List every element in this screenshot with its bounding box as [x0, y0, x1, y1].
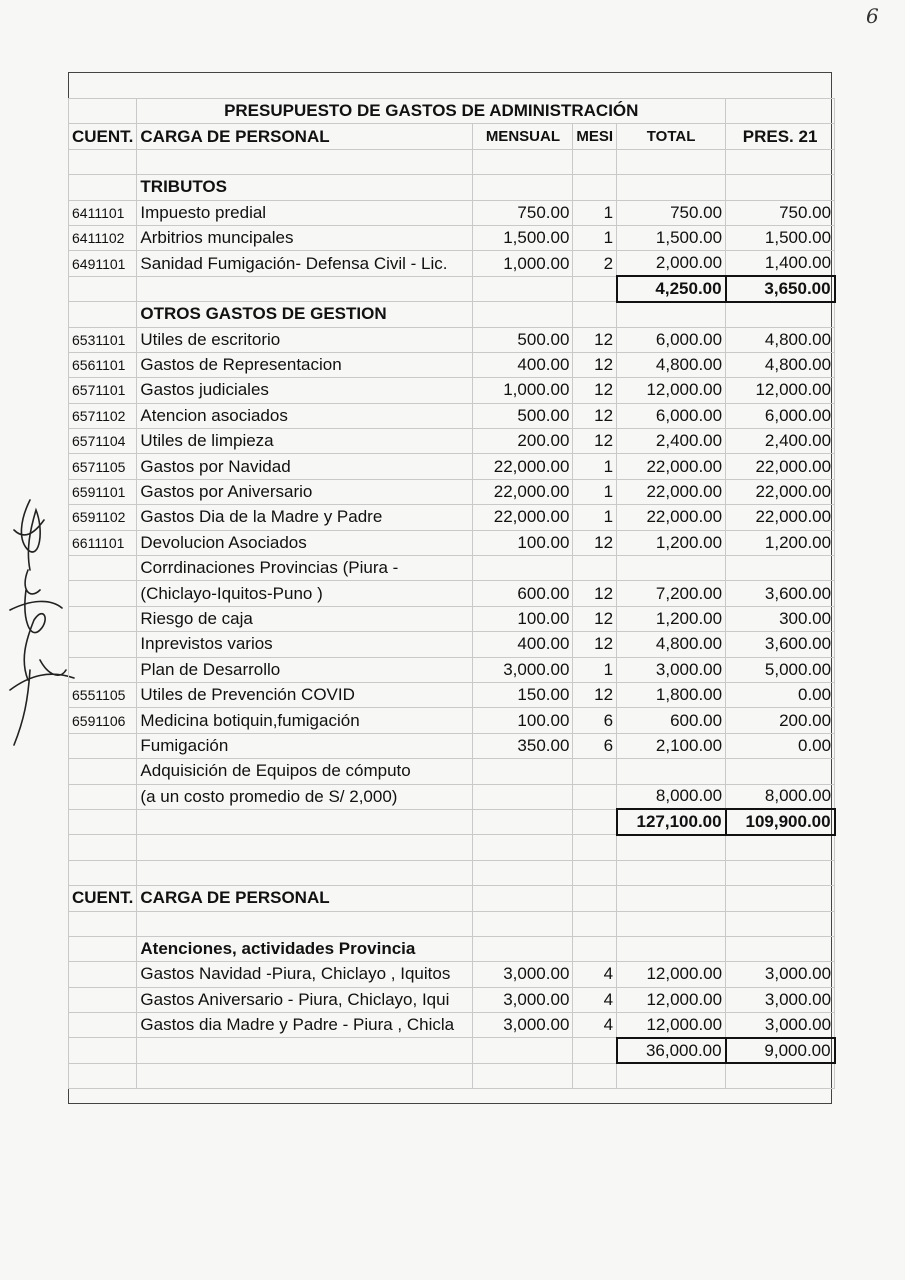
cell: [137, 1063, 473, 1088]
cell: [573, 276, 617, 301]
cell: [617, 1063, 726, 1088]
total-amount: 750.00: [617, 200, 726, 225]
cell: [473, 936, 573, 961]
item-description: Fumigación: [137, 733, 473, 758]
table-row: [69, 556, 835, 581]
cell: [726, 1063, 835, 1088]
account-code: [69, 657, 137, 682]
monthly-amount: 150.00: [473, 682, 573, 707]
spacer-row: [69, 1063, 835, 1088]
header-row: [69, 886, 835, 911]
monthly-amount: 22,000.00: [473, 505, 573, 530]
budget-2021-amount: 1,400.00: [726, 251, 835, 276]
total-amount: 8,000.00: [617, 784, 726, 809]
months-count: 12: [573, 581, 617, 606]
table-title: PRESUPUESTO DE GASTOS DE ADMINISTRACIÓN: [137, 99, 726, 124]
total-amount: 22,000.00: [617, 454, 726, 479]
cell: [573, 886, 617, 911]
monthly-amount: 600.00: [473, 581, 573, 606]
monthly-amount: 100.00: [473, 708, 573, 733]
account-code: 6411102: [69, 225, 137, 250]
months-count: [573, 759, 617, 784]
table-row: [69, 352, 835, 377]
subtotal-total: 36,000.00: [617, 1038, 726, 1063]
cell: [69, 302, 137, 327]
budget-2021-amount: 750.00: [726, 200, 835, 225]
cell: [617, 860, 726, 885]
total-amount: 3,000.00: [617, 657, 726, 682]
account-code: 6411101: [69, 200, 137, 225]
cell: [137, 911, 473, 936]
cell: [726, 911, 835, 936]
table-row: [69, 225, 835, 250]
total-amount: 12,000.00: [617, 1013, 726, 1038]
budget-2021-amount: 300.00: [726, 606, 835, 631]
months-count: 12: [573, 403, 617, 428]
account-code: [69, 581, 137, 606]
total-amount: 12,000.00: [617, 962, 726, 987]
item-description: Riesgo de caja: [137, 606, 473, 631]
budget-2021-amount: 4,800.00: [726, 352, 835, 377]
months-count: 12: [573, 327, 617, 352]
total-amount: 1,500.00: [617, 225, 726, 250]
subtotal-pres: 3,650.00: [726, 276, 835, 301]
total-amount: 6,000.00: [617, 327, 726, 352]
cell: [473, 1063, 573, 1088]
cell: [473, 302, 573, 327]
cell: [137, 809, 473, 834]
item-description: Gastos judiciales: [137, 378, 473, 403]
total-amount: 1,200.00: [617, 530, 726, 555]
cell: [69, 860, 137, 885]
total-amount: 12,000.00: [617, 378, 726, 403]
budget-2021-amount: 0.00: [726, 682, 835, 707]
item-description: (Chiclayo-Iquitos-Puno ): [137, 581, 473, 606]
section-heading-row: [69, 936, 835, 961]
total-amount: 7,200.00: [617, 581, 726, 606]
table-row: [69, 505, 835, 530]
monthly-amount: 3,000.00: [473, 962, 573, 987]
account-code: [69, 733, 137, 758]
spacer-row: [69, 911, 835, 936]
table-row: [69, 479, 835, 504]
account-code: [69, 962, 137, 987]
monthly-amount: [473, 784, 573, 809]
total-amount: 1,200.00: [617, 606, 726, 631]
item-description: Plan de Desarrollo: [137, 657, 473, 682]
total-amount: 4,800.00: [617, 632, 726, 657]
subtotal-total: 127,100.00: [617, 809, 726, 834]
account-code: 6551105: [69, 682, 137, 707]
subtotal-pres: 109,900.00: [726, 809, 835, 834]
budget-2021-amount: 6,000.00: [726, 403, 835, 428]
months-count: [573, 556, 617, 581]
cell: [726, 835, 835, 860]
months-count: 12: [573, 632, 617, 657]
cell: [573, 1038, 617, 1063]
item-description: Medicina botiquin,fumigación: [137, 708, 473, 733]
item-description: Gastos por Navidad: [137, 454, 473, 479]
monthly-amount: 100.00: [473, 606, 573, 631]
months-count: 12: [573, 530, 617, 555]
account-code: 6561101: [69, 352, 137, 377]
table-row: [69, 251, 835, 276]
monthly-amount: 400.00: [473, 632, 573, 657]
budget-2021-amount: 12,000.00: [726, 378, 835, 403]
table-row: [69, 1013, 835, 1038]
total-amount: [617, 759, 726, 784]
months-count: 1: [573, 225, 617, 250]
cell: [617, 936, 726, 961]
cell: [573, 1063, 617, 1088]
title-row: [69, 99, 835, 124]
account-code: 6591101: [69, 479, 137, 504]
monthly-amount: [473, 759, 573, 784]
account-code: [69, 759, 137, 784]
budget-2021-amount: [726, 556, 835, 581]
months-count: [573, 784, 617, 809]
budget-2021-amount: 3,600.00: [726, 581, 835, 606]
months-count: 12: [573, 606, 617, 631]
item-description: Gastos Navidad -Piura, Chiclayo , Iquitos: [137, 962, 473, 987]
account-code: [69, 632, 137, 657]
cell: [617, 835, 726, 860]
cell: [473, 835, 573, 860]
item-description: Gastos de Representacion: [137, 352, 473, 377]
item-description: Impuesto predial: [137, 200, 473, 225]
table-row: [69, 200, 835, 225]
budget-2021-amount: 1,500.00: [726, 225, 835, 250]
item-description: Gastos Dia de la Madre y Padre: [137, 505, 473, 530]
account-code: 6571105: [69, 454, 137, 479]
cell: [573, 936, 617, 961]
section-heading-row: [69, 175, 835, 200]
total-amount: [617, 556, 726, 581]
budget-2021-amount: 1,200.00: [726, 530, 835, 555]
cell: [473, 276, 573, 301]
budget-2021-amount: 200.00: [726, 708, 835, 733]
monthly-amount: [473, 556, 573, 581]
cell: [617, 886, 726, 911]
section-heading-provincia: Atenciones, actividades Provincia: [137, 936, 473, 961]
table-row: [69, 378, 835, 403]
table-row: [69, 733, 835, 758]
budget-2021-amount: 4,800.00: [726, 327, 835, 352]
table-row: [69, 784, 835, 809]
cell: [617, 302, 726, 327]
account-code: 6571104: [69, 429, 137, 454]
cell: [137, 1038, 473, 1063]
account-code: [69, 556, 137, 581]
header-carga-2: CARGA DE PERSONAL: [137, 886, 473, 911]
months-count: 1: [573, 454, 617, 479]
budget-2021-amount: 8,000.00: [726, 784, 835, 809]
months-count: 1: [573, 657, 617, 682]
cell: [69, 936, 137, 961]
budget-2021-amount: 22,000.00: [726, 505, 835, 530]
table-row: [69, 682, 835, 707]
cell: [473, 1038, 573, 1063]
budget-2021-amount: 3,000.00: [726, 987, 835, 1012]
budget-2021-amount: 3,000.00: [726, 962, 835, 987]
cell: [573, 835, 617, 860]
account-code: [69, 987, 137, 1012]
monthly-amount: 22,000.00: [473, 454, 573, 479]
cell: [617, 911, 726, 936]
cell: [69, 1038, 137, 1063]
cell: [573, 911, 617, 936]
months-count: 12: [573, 378, 617, 403]
cell: [69, 835, 137, 860]
header-total: TOTAL: [617, 124, 726, 149]
cell: [69, 911, 137, 936]
header-cuenta: CUENT.: [69, 124, 137, 149]
header-row: [69, 124, 835, 149]
monthly-amount: 3,000.00: [473, 987, 573, 1012]
months-count: 1: [573, 505, 617, 530]
months-count: 1: [573, 479, 617, 504]
cell: [473, 886, 573, 911]
spacer-row: [69, 860, 835, 885]
budget-2021-amount: 22,000.00: [726, 454, 835, 479]
budget-2021-amount: 5,000.00: [726, 657, 835, 682]
cell: [573, 302, 617, 327]
item-description: Utiles de escritorio: [137, 327, 473, 352]
months-count: 6: [573, 733, 617, 758]
months-count: 2: [573, 251, 617, 276]
monthly-amount: 750.00: [473, 200, 573, 225]
total-amount: 2,400.00: [617, 429, 726, 454]
total-amount: 12,000.00: [617, 987, 726, 1012]
table-row: [69, 606, 835, 631]
table-row: [69, 454, 835, 479]
budget-2021-amount: 3,600.00: [726, 632, 835, 657]
header-mensual: MENSUAL: [473, 124, 573, 149]
budget-2021-amount: 0.00: [726, 733, 835, 758]
subtotal-row: [69, 809, 835, 834]
table-row: [69, 403, 835, 428]
total-amount: 1,800.00: [617, 682, 726, 707]
monthly-amount: 500.00: [473, 327, 573, 352]
cell: [69, 276, 137, 301]
account-code: 6571101: [69, 378, 137, 403]
months-count: 12: [573, 429, 617, 454]
item-description: Adquisición de Equipos de cómputo: [137, 759, 473, 784]
monthly-amount: 22,000.00: [473, 479, 573, 504]
cell: [137, 860, 473, 885]
subtotal-total: 4,250.00: [617, 276, 726, 301]
total-amount: 22,000.00: [617, 505, 726, 530]
budget-2021-amount: [726, 759, 835, 784]
table-row: [69, 581, 835, 606]
account-code: [69, 1013, 137, 1038]
cell: [726, 860, 835, 885]
table-row: [69, 327, 835, 352]
table-row: [69, 429, 835, 454]
months-count: 6: [573, 708, 617, 733]
subtotal-pres: 9,000.00: [726, 1038, 835, 1063]
monthly-amount: 1,000.00: [473, 251, 573, 276]
budget-2021-amount: 2,400.00: [726, 429, 835, 454]
cell: [137, 276, 473, 301]
months-count: 4: [573, 1013, 617, 1038]
item-description: Arbitrios muncipales: [137, 225, 473, 250]
months-count: 4: [573, 987, 617, 1012]
spacer-row: [69, 149, 835, 174]
cell: [726, 936, 835, 961]
cell: [726, 302, 835, 327]
monthly-amount: 200.00: [473, 429, 573, 454]
header-meses: MESI: [573, 124, 617, 149]
item-description: Sanidad Fumigación- Defensa Civil - Lic.: [137, 251, 473, 276]
months-count: 4: [573, 962, 617, 987]
section-heading-otros: OTROS GASTOS DE GESTION: [137, 302, 473, 327]
account-code: 6591106: [69, 708, 137, 733]
account-code: 6571102: [69, 403, 137, 428]
cell: [573, 809, 617, 834]
budget-2021-amount: 3,000.00: [726, 1013, 835, 1038]
monthly-amount: 400.00: [473, 352, 573, 377]
account-code: [69, 606, 137, 631]
table-row: [69, 708, 835, 733]
cell: [473, 860, 573, 885]
item-description: Gastos Aniversario - Piura, Chiclayo, Iqui: [137, 987, 473, 1012]
cell: [137, 835, 473, 860]
budget-2021-amount: 22,000.00: [726, 479, 835, 504]
account-code: [69, 784, 137, 809]
total-amount: 2,100.00: [617, 733, 726, 758]
monthly-amount: 1,500.00: [473, 225, 573, 250]
monthly-amount: 100.00: [473, 530, 573, 555]
table-row: [69, 530, 835, 555]
table-row: [69, 987, 835, 1012]
table-row: [69, 632, 835, 657]
item-description: Gastos por Aniversario: [137, 479, 473, 504]
spacer-row: [69, 835, 835, 860]
page-number: 6: [866, 4, 879, 28]
months-count: 12: [573, 682, 617, 707]
monthly-amount: 3,000.00: [473, 657, 573, 682]
monthly-amount: 350.00: [473, 733, 573, 758]
months-count: 12: [573, 352, 617, 377]
monthly-amount: 500.00: [473, 403, 573, 428]
table-row: [69, 962, 835, 987]
account-code: 6531101: [69, 327, 137, 352]
months-count: 1: [573, 200, 617, 225]
monthly-amount: 3,000.00: [473, 1013, 573, 1038]
cell: [473, 911, 573, 936]
budget-table: [68, 98, 836, 1089]
total-amount: 2,000.00: [617, 251, 726, 276]
account-code: 6591102: [69, 505, 137, 530]
header-carga: CARGA DE PERSONAL: [137, 124, 473, 149]
cell: [69, 1063, 137, 1088]
header-cuenta-2: CUENT.: [69, 886, 137, 911]
cell: [573, 860, 617, 885]
section-heading-tributos: TRIBUTOS: [137, 175, 473, 200]
section-heading-row: [69, 302, 835, 327]
monthly-amount: 1,000.00: [473, 378, 573, 403]
cell: [726, 886, 835, 911]
item-description: Inprevistos varios: [137, 632, 473, 657]
subtotal-row: [69, 276, 835, 301]
item-description: Devolucion Asociados: [137, 530, 473, 555]
account-code: 6611101: [69, 530, 137, 555]
item-description: Atencion asociados: [137, 403, 473, 428]
item-description: (a un costo promedio de S/ 2,000): [137, 784, 473, 809]
header-pres: PRES. 21: [726, 124, 835, 149]
account-code: 6491101: [69, 251, 137, 276]
table-row: [69, 657, 835, 682]
cell: [69, 809, 137, 834]
total-amount: 600.00: [617, 708, 726, 733]
cell: [473, 809, 573, 834]
table-row: [69, 759, 835, 784]
item-description: Utiles de Prevención COVID: [137, 682, 473, 707]
item-description: Utiles de limpieza: [137, 429, 473, 454]
total-amount: 6,000.00: [617, 403, 726, 428]
subtotal-row: [69, 1038, 835, 1063]
item-description: Gastos dia Madre y Padre - Piura , Chicla: [137, 1013, 473, 1038]
total-amount: 22,000.00: [617, 479, 726, 504]
item-description: Corrdinaciones Provincias (Piura -: [137, 556, 473, 581]
total-amount: 4,800.00: [617, 352, 726, 377]
